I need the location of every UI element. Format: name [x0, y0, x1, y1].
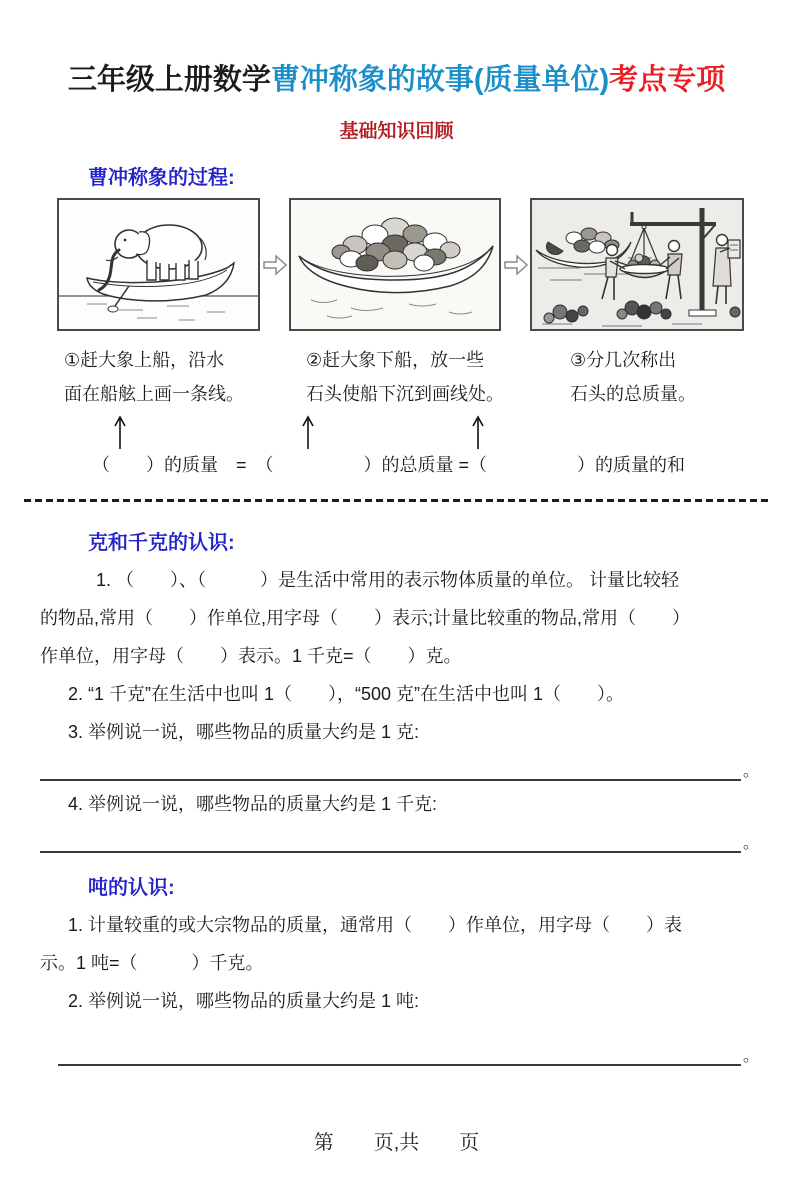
title-part-blue: 曹冲称象的故事(质量单位) — [270, 64, 610, 96]
mass-equation: （ ）的质量 = （ ）的总质量 =（ ）的质量的和 — [92, 455, 686, 475]
blank-underline — [58, 1038, 741, 1066]
process-illustration-strip — [57, 196, 793, 333]
illustration-weighing-stones — [530, 198, 744, 331]
elephant-on-boat-drawing — [59, 200, 258, 329]
worksheet-page — [0, 60, 793, 1182]
boat-with-stones-drawing — [291, 200, 499, 329]
blank-underline — [40, 825, 741, 853]
page-subtitle: 基础知识回顾 — [339, 121, 454, 142]
gram-line-1: 1. （ ）、（ ）是生活中常用的表示物体质量的单位。 计量比较轻 — [96, 570, 680, 590]
step-arrow-2 — [501, 253, 530, 277]
right-arrow-icon — [262, 253, 288, 277]
dashed-divider — [24, 499, 769, 502]
caption-step-1: ①赶大象上船，沿水 面在船舷上画一条线。 — [64, 350, 244, 404]
title-part-black: 三年级上册数学 — [67, 64, 271, 96]
caption-step-3: ③分几次称出 石头的总质量。 — [570, 350, 696, 404]
title-part-red: 考点专项 — [609, 64, 726, 96]
illustration-elephant-on-boat — [57, 198, 260, 331]
page-title — [18, 60, 775, 100]
up-arrow-row — [0, 413, 793, 451]
answer-blank-3: 。 — [58, 1040, 759, 1066]
ton-section-heading: 吨的认识: — [88, 877, 175, 899]
gram-line-3: 作单位，用字母（ ）表示。1 千克=（ ）克。 — [40, 646, 462, 666]
right-arrow-icon — [503, 253, 529, 277]
ton-line-2: 示。1 吨=（ ）千克。 — [40, 953, 264, 973]
up-arrow-icon — [300, 413, 316, 451]
gram-line-6: 4. 举例说一说，哪些物品的质量大约是 1 千克: — [68, 794, 438, 814]
page-footer: 第 页,共 页 — [313, 1132, 480, 1154]
gram-line-4: 2. “1 千克”在生活中也叫 1（ ），“500 克”在生活中也叫 1（ ）。 — [68, 684, 625, 704]
caption-step-2: ②赶大象下船，放一些 石头使船下沉到画线处。 — [306, 350, 504, 404]
gram-line-2: 的物品,常用（ ）作单位,用字母（ ）表示;计量比较重的物品,常用（ ） — [40, 608, 691, 628]
step-arrow-1 — [260, 253, 289, 277]
answer-blank-2: 。 — [40, 827, 759, 853]
gram-section-heading: 克和千克的认识: — [88, 532, 235, 554]
answer-blank-1: 。 — [40, 755, 759, 781]
illustration-boat-with-stones — [289, 198, 501, 331]
process-section-heading: 曹冲称象的过程: — [88, 167, 235, 189]
ton-line-3: 2. 举例说一说，哪些物品的质量大约是 1 吨: — [68, 991, 420, 1011]
step-captions — [0, 343, 793, 413]
ton-line-1: 1. 计量较重的或大宗物品的质量，通常用（ ）作单位，用字母（ ）表 — [68, 915, 683, 935]
weighing-stones-drawing — [532, 200, 742, 329]
gram-line-5: 3. 举例说一说，哪些物品的质量大约是 1 克: — [68, 722, 420, 742]
up-arrow-icon — [470, 413, 486, 451]
up-arrow-icon — [112, 413, 128, 451]
blank-underline — [40, 753, 741, 781]
